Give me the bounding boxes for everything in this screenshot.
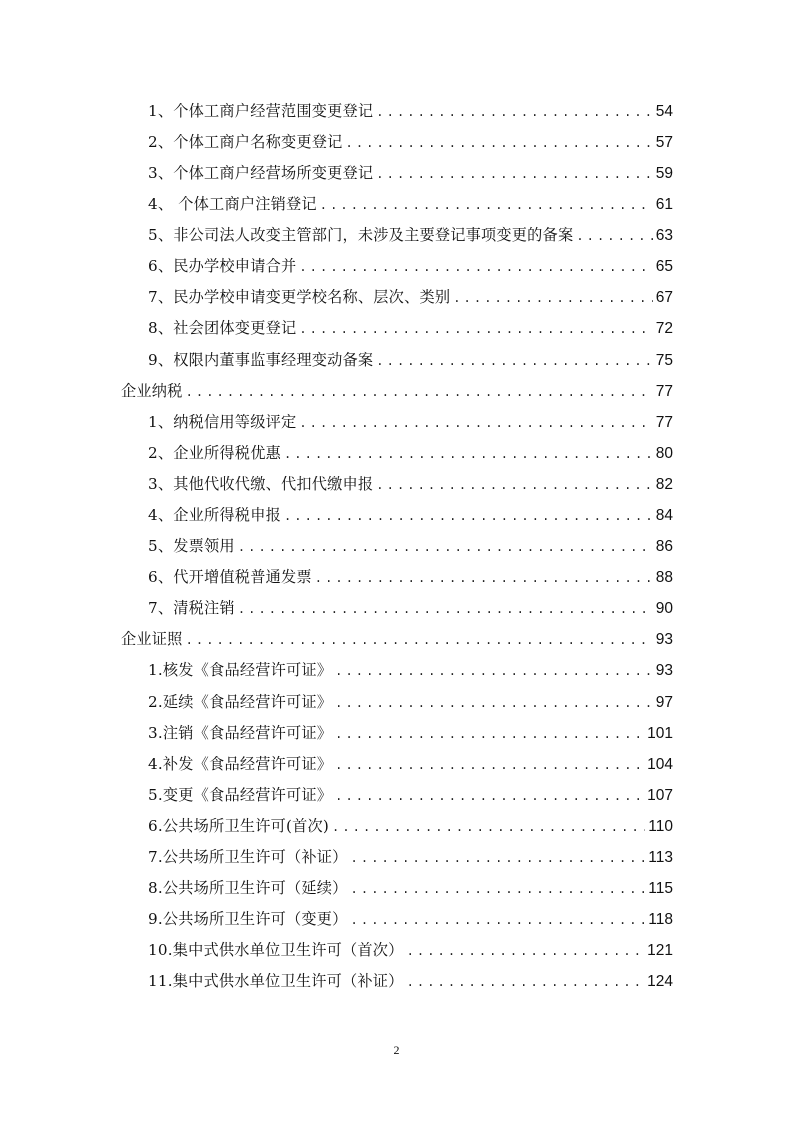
toc-dot-leader (335, 697, 653, 709)
toc-entry-page: 93 (655, 662, 673, 680)
toc-entry-title: 3.注销《食品经营许可证》 (148, 723, 333, 742)
toc-dot-leader (299, 261, 652, 273)
toc-entry[interactable] (0, 594, 793, 625)
toc-section-heading[interactable] (0, 376, 793, 407)
toc-entry-page: 75 (655, 351, 673, 369)
toc-entry-page: 57 (655, 133, 673, 151)
toc-dot-leader (407, 976, 645, 988)
toc-entry-page: 107 (647, 786, 673, 804)
toc-dot-leader (351, 852, 646, 864)
toc-entry-title: 1、个体工商户经营范围变更登记 (148, 101, 374, 120)
toc-entry-title: 5、非公司法人改变主管部门，未涉及主要登记事项变更的备案 (148, 226, 574, 245)
toc-entry-title: 7.公共场所卫生许可（补证） (148, 848, 348, 867)
toc-entry-title: 4、企业所得税申报 (148, 506, 281, 525)
toc-entry[interactable] (0, 873, 793, 904)
toc-entry-page: 121 (647, 942, 673, 960)
toc-entry[interactable] (0, 283, 793, 314)
toc-dot-leader (335, 759, 644, 771)
toc-entry-page: 110 (648, 817, 673, 835)
toc-entry[interactable] (0, 967, 793, 998)
toc-entry[interactable] (0, 345, 793, 376)
toc-entry[interactable] (0, 127, 793, 158)
toc-dot-leader (238, 541, 653, 553)
toc-entry-title: 7、民办学校申请变更学校名称、层次、类别 (148, 288, 451, 307)
toc-dot-leader (186, 634, 653, 646)
toc-entry-page: 80 (655, 444, 673, 462)
toc-entry-title: 2、个体工商户名称变更登记 (148, 132, 343, 151)
toc-entry-title: 6、代开增值税普通发票 (148, 568, 312, 587)
toc-entry-title: 2.延续《食品经营许可证》 (148, 692, 333, 711)
toc-dot-leader (332, 821, 645, 833)
toc-dot-leader (284, 448, 653, 460)
toc-entry[interactable] (0, 718, 793, 749)
toc-entry-title: 7、清税注销 (148, 599, 235, 618)
toc-entry-page: 54 (655, 102, 673, 120)
toc-entry-title: 9、权限内董事监事经理变动备案 (148, 350, 374, 369)
toc-entry-page: 93 (655, 631, 673, 649)
toc-entry[interactable] (0, 220, 793, 251)
toc-entry-page: 115 (648, 880, 673, 898)
toc-dot-leader (376, 355, 652, 367)
toc-entry-page: 97 (655, 693, 673, 711)
toc-entry-title: 6、民办学校申请合并 (148, 257, 297, 276)
toc-entry-page: 82 (655, 475, 673, 493)
toc-entry-title: 4、 个体工商户注销登记 (148, 195, 317, 214)
toc-dot-leader (335, 790, 644, 802)
toc-dot-leader (335, 665, 653, 677)
toc-entry[interactable] (0, 687, 793, 718)
toc-entry-page: 101 (647, 724, 673, 742)
toc-entry-title: 9.公共场所卫生许可（变更） (148, 910, 348, 929)
toc-entry-page: 104 (647, 755, 673, 773)
toc-entry-title: 6.公共场所卫生许可(首次) (148, 816, 330, 835)
toc-entry[interactable] (0, 842, 793, 873)
toc-dot-leader (453, 292, 653, 304)
toc-dot-leader (186, 386, 653, 398)
toc-entry-page: 118 (648, 911, 673, 929)
toc-entry-page: 86 (655, 538, 673, 556)
toc-entry-page: 59 (655, 164, 673, 182)
toc-entry-title: 8、社会团体变更登记 (148, 319, 297, 338)
toc-dot-leader (376, 168, 652, 180)
toc-dot-leader (320, 199, 653, 211)
toc-entry-title: 8.公共场所卫生许可（延续） (148, 879, 348, 898)
toc-entry-title: 5、发票领用 (148, 537, 235, 556)
toc-dot-leader (346, 137, 653, 149)
toc-entry-page: 77 (655, 413, 673, 431)
toc-entry-page: 63 (655, 227, 673, 245)
toc-entry[interactable] (0, 438, 793, 469)
toc-entry-page: 61 (655, 196, 673, 214)
toc-entry-page: 90 (655, 600, 673, 618)
toc-section-title: 企业纳税 (121, 381, 183, 400)
toc-entry-title: 3、其他代收代缴、代扣代缴申报 (148, 474, 374, 493)
toc-entry-page: 124 (647, 973, 673, 991)
toc-entry-title: 2、企业所得税优惠 (148, 443, 281, 462)
toc-dot-leader (315, 572, 653, 584)
toc-entry-page: 88 (655, 569, 673, 587)
toc-entry-title: 10.集中式供水单位卫生许可（首次） (148, 941, 404, 960)
footer-page-number: 2 (393, 1043, 400, 1057)
toc-entry-title: 11.集中式供水单位卫生许可（补证） (148, 972, 404, 991)
toc-dot-leader (284, 510, 653, 522)
toc-entry-title: 1、纳税信用等级评定 (148, 412, 297, 431)
toc-entry[interactable] (0, 936, 793, 967)
toc-dot-leader (299, 323, 652, 335)
toc-dot-leader (376, 479, 652, 491)
toc-entry[interactable] (0, 780, 793, 811)
toc-entry[interactable] (0, 158, 793, 189)
toc-entry[interactable] (0, 96, 793, 127)
toc-dot-leader (299, 417, 652, 429)
toc-section-title: 企业证照 (121, 630, 183, 649)
toc-dot-leader (351, 883, 646, 895)
toc-entry[interactable] (0, 189, 793, 220)
toc-dot-leader (335, 728, 644, 740)
toc-entry-page: 72 (655, 320, 673, 338)
toc-entry-title: 1.核发《食品经营许可证》 (148, 661, 333, 680)
toc-entry-page: 84 (655, 507, 673, 525)
toc-entry[interactable] (0, 811, 793, 842)
toc-entry-page: 113 (648, 849, 673, 867)
toc-entry-title: 4.补发《食品经营许可证》 (148, 754, 333, 773)
toc-entry[interactable] (0, 904, 793, 935)
toc-entry[interactable] (0, 469, 793, 500)
toc-entry-title: 5.变更《食品经营许可证》 (148, 785, 333, 804)
toc-dot-leader (351, 914, 646, 926)
toc-entry[interactable] (0, 500, 793, 531)
toc-entry[interactable] (0, 251, 793, 282)
toc-dot-leader (407, 945, 645, 957)
toc-entry[interactable] (0, 314, 793, 345)
toc-dot-leader (576, 230, 652, 242)
toc-entry[interactable] (0, 749, 793, 780)
toc-entry[interactable] (0, 407, 793, 438)
toc-entry[interactable] (0, 656, 793, 687)
table-of-contents (0, 96, 793, 998)
toc-entry[interactable] (0, 531, 793, 562)
toc-entry[interactable] (0, 562, 793, 593)
toc-entry-page: 67 (655, 289, 673, 307)
toc-dot-leader (376, 106, 652, 118)
toc-section-heading[interactable] (0, 625, 793, 656)
toc-entry-page: 77 (655, 382, 673, 400)
toc-entry-title: 3、个体工商户经营场所变更登记 (148, 163, 374, 182)
toc-dot-leader (238, 603, 653, 615)
toc-entry-page: 65 (655, 258, 673, 276)
